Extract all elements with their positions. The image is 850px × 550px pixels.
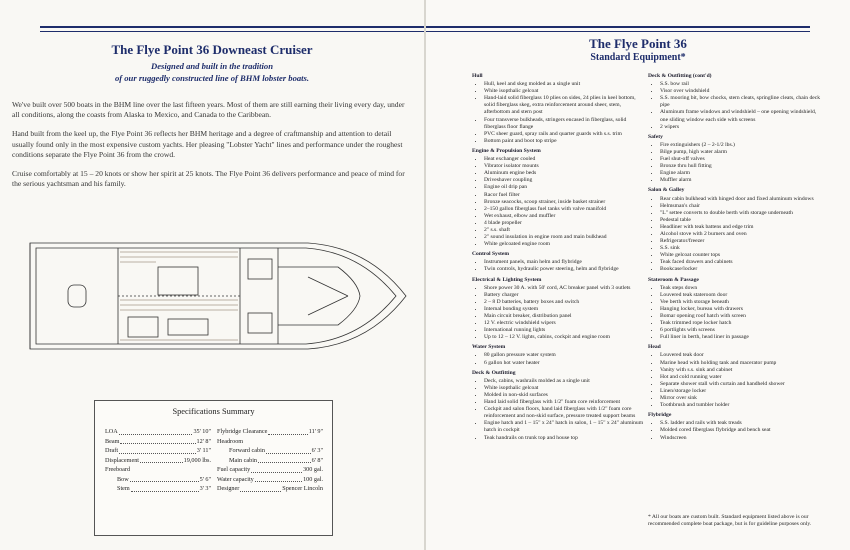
equipment-item: • Bronze thru hull fitting <box>660 163 820 170</box>
equipment-item: • Bomar opening roof hatch with screen <box>660 313 820 320</box>
spec-leader-dots <box>258 456 311 464</box>
equipment-list <box>472 352 644 366</box>
equipment-item: • Hand-laid solid fiberglass 10 plies on sides, 24 plies in keel bottom, solid fiberglass skeg, extra reinforcement around sheer, stem, afterbottom and stern post <box>484 95 644 116</box>
tagline-line-2: of our ruggedly constructed line of BHM lobster boats. <box>114 73 310 83</box>
equipment-list <box>648 420 820 441</box>
spec-row <box>217 475 323 485</box>
left-page <box>0 0 424 550</box>
paragraph: We've built over 500 boats in the BHM line over the last fifteen years. Most of them are still earning their living every day, under all conditions, along the coasts from Alaska to Mexico, and Canada to the Caribbean. <box>12 100 405 120</box>
section-heading: Salon & Galley <box>648 187 685 194</box>
spec-leader-dots <box>240 484 281 492</box>
spec-leader-dots <box>119 427 193 435</box>
equipment-item: • Marine head with holding tank and macerator pump <box>660 360 820 367</box>
equipment-item: • Muffler alarm <box>660 177 820 184</box>
equipment-item: • Hull, keel and skeg molded as a single unit <box>484 81 644 88</box>
equipment-item: • Mirror over sink <box>660 395 820 402</box>
spec-leader-dots <box>251 465 302 473</box>
equipment-list <box>472 259 644 273</box>
top-rule-thin <box>426 31 810 32</box>
tagline-line-1: Designed and built in the tradition <box>150 61 273 71</box>
equipment-item: • Racor fuel filter <box>484 192 644 199</box>
footnote: * All our boats are custom built. Standard equipment listed above is our recommended complete boat package, but is for guideline purposes only. <box>648 514 812 527</box>
spec-label: Water capacity <box>217 475 254 483</box>
equipment-item: • Bottom paint and boot top stripe <box>484 138 644 145</box>
equipment-item: • White gelcoat counter tops <box>660 252 820 259</box>
top-rule-thin <box>40 31 424 32</box>
section-heading: Deck & Outfitting (cont'd) <box>648 73 712 79</box>
spec-row <box>217 427 323 437</box>
equipment-item: • Engine hatch and 1 – 15" x 24" hatch in salon, 1 – 15" x 24" aluminum hatch in cockpit <box>484 420 644 434</box>
equipment-item: • Headliner with teak battens and edge trim <box>660 224 820 231</box>
spec-leader-dots <box>130 475 199 483</box>
section-heading: Engine & Propulsion System <box>472 147 541 154</box>
equipment-item: • Molded cored fiberglass flybridge and bench seat <box>660 427 820 434</box>
right-subtitle: Standard Equipment* <box>590 52 686 63</box>
spec-value: 3' 3" <box>199 485 211 492</box>
equipment-list <box>472 156 644 248</box>
equipment-item: • Teak faced drawers and cabinets <box>660 259 820 266</box>
equipment-item: • Linen/storage locker <box>660 388 820 395</box>
section-heading: Control System <box>472 251 510 258</box>
equipment-item: • Aluminum frame windows and windshield – one opening windshield, one sliding window each side with screens <box>660 109 820 123</box>
equipment-item: • Rear cabin bulkhead with hinged door and fixed aluminum windows <box>660 196 820 203</box>
spec-leader-dots <box>131 484 199 492</box>
equipment-item: • 12 V. electric windshield wipers <box>484 320 644 327</box>
equipment-item: • 2" s.s. shaft <box>484 227 644 234</box>
spec-label: Displacement <box>105 456 140 464</box>
equipment-list <box>648 352 820 409</box>
equipment-item: • Aluminum engine beds <box>484 170 644 177</box>
spec-value: 12' 8" <box>196 437 211 445</box>
spec-leader-dots <box>266 446 311 454</box>
equipment-item: • Fuel shut-off valves <box>660 156 820 163</box>
equipment-item: • Teak steps down <box>660 285 820 292</box>
specs-title: Specifications Summary <box>172 407 255 416</box>
spec-row <box>105 456 211 466</box>
equipment-item: • Shore power 30 A. with 50' cord, AC breaker panel with 3 outlets <box>484 285 644 292</box>
equipment-item: • "L" settee converts to double berth with storage underneath <box>660 210 820 217</box>
specifications-box <box>94 400 333 536</box>
tagline <box>0 60 424 84</box>
equipment-item: • Hot and cold running water <box>660 374 820 381</box>
equipment-item: • Louvered teak door <box>660 352 820 359</box>
equipment-item: • Teak trimmed rope locker hatch <box>660 320 820 327</box>
equipment-item: • PVC sheer guard, spray rails and quarter guards with s.s. trim <box>484 131 644 138</box>
section-heading: Water System <box>472 344 506 351</box>
spec-label: Stem <box>117 485 130 492</box>
equipment-item: • Pedestal table <box>660 217 820 224</box>
spec-value: 11' 9" <box>308 428 323 435</box>
equipment-item: • Battery charger <box>484 292 644 299</box>
equipment-item: • Louvered teak stateroom door <box>660 292 820 299</box>
equipment-item: • White isopthalic gelcoat <box>484 88 644 95</box>
spec-row <box>105 446 211 456</box>
spec-label: Fuel capacity <box>217 466 251 473</box>
equipment-item: • Deck, cabins, washrails molded as a single unit <box>484 378 644 385</box>
left-title: The Flye Point 36 Downeast Cruiser <box>111 42 313 57</box>
equipment-item: • International running lights <box>484 327 644 334</box>
spec-label: Headroom <box>217 437 244 445</box>
section-heading: Safety <box>648 133 663 140</box>
equipment-item: • 2" sound insulation in engine room and main bulkhead <box>484 234 644 241</box>
deck-plan-drawing <box>8 237 414 355</box>
spec-leader-dots <box>119 446 196 454</box>
spec-value: 6' 3" <box>311 447 323 454</box>
equipment-item: • Engine alarm <box>660 170 820 177</box>
equipment-list <box>472 378 644 442</box>
spec-label: LOA <box>105 428 118 435</box>
equipment-item: • Visor over windshield <box>660 88 820 95</box>
equipment-item: • Vee berth with storage beneath <box>660 299 820 306</box>
equipment-item: • Windscreen <box>660 435 820 442</box>
equipment-item: • 2–150 gallon fiberglass fuel tanks with valve manifold <box>484 206 644 213</box>
spec-row <box>105 484 211 494</box>
spec-value: 35' 10" <box>193 428 211 435</box>
spec-label: Freeboard <box>105 466 131 473</box>
equipment-item: • S.S. mooring bit, bow chocks, stern cleats, springline cleats, chain deck pipe <box>660 95 820 109</box>
spec-value: 100 gal. <box>303 475 323 483</box>
equipment-item: • Driveshaver coupling <box>484 177 644 184</box>
equipment-list <box>472 81 644 145</box>
top-rule <box>426 26 810 28</box>
equipment-item: • Alcohol stove with 2 burners and oven <box>660 231 820 238</box>
equipment-item: • Hand laid solid fiberglass with 1/2" foam core reinforcement <box>484 399 644 406</box>
equipment-item: • Toothbrush and tumbler holder <box>660 402 820 409</box>
spec-leader-dots <box>140 456 183 464</box>
spec-value: 5' 6" <box>199 475 211 483</box>
section-heading: Electrical & Lighting System <box>472 276 542 283</box>
section-heading: Hull <box>472 73 483 79</box>
spec-leader-dots <box>255 475 302 483</box>
equipment-item: • Engine oil drip pan <box>484 184 644 191</box>
equipment-list <box>648 81 820 131</box>
equipment-item: • S.S. ladder and rails with teak treads <box>660 420 820 427</box>
equipment-item: • White isopthalic gelcoat <box>484 385 644 392</box>
specs-column-2 <box>217 427 323 494</box>
spec-leader-dots <box>120 437 195 445</box>
specs-column-1 <box>105 427 211 494</box>
equipment-item: • Cockpit and salon floors, hand laid fiberglass with 1/2" foam core reinforcement and non-skid surface, pressure treated support beams <box>484 406 644 420</box>
equipment-item: • Helmsman's chair <box>660 203 820 210</box>
equipment-list <box>472 285 644 342</box>
equipment-item: • Full liner in berth, head liner in passage <box>660 334 820 341</box>
equipment-item: • Four transverse bulkheads, stringers encased in fiberglass, solid fiberglass floor flange <box>484 117 644 131</box>
intro-text <box>12 100 412 198</box>
spec-row <box>217 484 323 494</box>
equipment-item: • Bookcase/locker <box>660 266 820 273</box>
equipment-item: • 2 wipers <box>660 124 820 131</box>
equipment-item: • 80 gallon pressure water system <box>484 352 644 359</box>
equipment-item: • Heat exchanger cooled <box>484 156 644 163</box>
spec-value: Spencer Lincoln <box>282 485 323 492</box>
spec-label: Flybridge Clearance <box>217 428 268 435</box>
equipment-list <box>648 285 820 342</box>
spec-row <box>105 427 211 437</box>
spec-label: Forward cabin <box>229 447 265 454</box>
equipment-item: • 2 – 8 D batteries, battery boxes and switch <box>484 299 644 306</box>
equipment-list <box>648 196 820 274</box>
spec-row <box>105 475 211 485</box>
spec-label: Bow <box>117 475 129 483</box>
spec-label: Designer <box>217 485 240 492</box>
equipment-item: • Refrigerator/freezer <box>660 238 820 245</box>
equipment-item: • Vanity with s.s. sink and cabinet <box>660 367 820 374</box>
equipment-item: • S.S. sink <box>660 245 820 252</box>
spec-value: 6' 8" <box>311 456 323 464</box>
spec-row <box>217 437 323 447</box>
paragraph: Hand built from the keel up, the Flye Point 36 reflects her BHM heritage and a degree of craftmanship and attention to detail usually found only in the most expensive custom yachts. Her pleasing "Lobster Yacht" lines and performance under the roughest conditions separate the Flye Point 36 from the crowd. <box>12 129 403 159</box>
spec-row <box>105 437 211 447</box>
spec-row <box>217 456 323 466</box>
section-heading: Flybridge <box>648 412 672 419</box>
equipment-item: • Main circuit breaker, distribution panel <box>484 313 644 320</box>
equipment-item: • Up to 12 – 12 V. lights, cabins, cockpit and engine room <box>484 334 644 341</box>
equipment-item: • 4 blade propeller <box>484 220 644 227</box>
equipment-item: • Bronze seacocks, scoop strainer, inside basket strainer <box>484 199 644 206</box>
spec-value: 3' 11" <box>196 447 211 454</box>
spec-row <box>105 465 211 475</box>
section-heading: Stateroom & Passage <box>648 276 699 283</box>
spec-label: Draft <box>105 447 119 454</box>
spec-row <box>217 446 323 456</box>
equipment-item: • Wet exhaust, elbow and muffler <box>484 213 644 220</box>
equipment-list <box>648 142 820 185</box>
equipment-item: • Internal bonding system <box>484 306 644 313</box>
right-page <box>426 0 850 550</box>
equipment-column-2 <box>648 70 820 442</box>
equipment-item: • Hanging locker, bureau with drawers <box>660 306 820 313</box>
spec-leader-dots <box>268 427 307 435</box>
equipment-item: • Fire extinguishers (2 – 2-1/2 lbs.) <box>660 142 820 149</box>
top-rule <box>40 26 424 28</box>
spec-value: 300 gal. <box>303 466 323 473</box>
section-heading: Deck & Outfitting <box>472 369 516 376</box>
right-title: The Flye Point 36 <box>589 36 687 51</box>
equipment-item: • Molded in non-skid surfaces <box>484 392 644 399</box>
equipment-item: • 6 gallon hot water heater <box>484 360 644 367</box>
equipment-item: • 6 portlights with screens <box>660 327 820 334</box>
spec-label: Main cabin <box>229 456 258 464</box>
section-heading: Head <box>648 344 661 351</box>
equipment-item: • Vibrator isolator mounts <box>484 163 644 170</box>
spec-row <box>217 465 323 475</box>
equipment-item: • White gelcoated engine room <box>484 241 644 248</box>
equipment-column-1 <box>472 70 644 442</box>
equipment-item: • Bilge pump, high water alarm <box>660 149 820 156</box>
spec-value: 19,000 lbs. <box>183 456 211 464</box>
equipment-item: • Twin controls, hydraulic power steering, helm and flybridge <box>484 266 644 273</box>
paragraph: Cruise comfortably at 15 – 20 knots or show her spirit at 25 knots. The Flye Point 36 delivers performance and peace of mind for the serious yachtsman and his family. <box>12 169 405 189</box>
spec-label: Beam <box>105 437 120 445</box>
equipment-item: • Teak handrails on trunk top and house top <box>484 435 644 442</box>
equipment-item: • S.S. bow rail <box>660 81 820 88</box>
equipment-item: • Separate shower stall with curtain and handheld shower <box>660 381 820 388</box>
equipment-item: • Instrument panels, main helm and flybridge <box>484 259 644 266</box>
